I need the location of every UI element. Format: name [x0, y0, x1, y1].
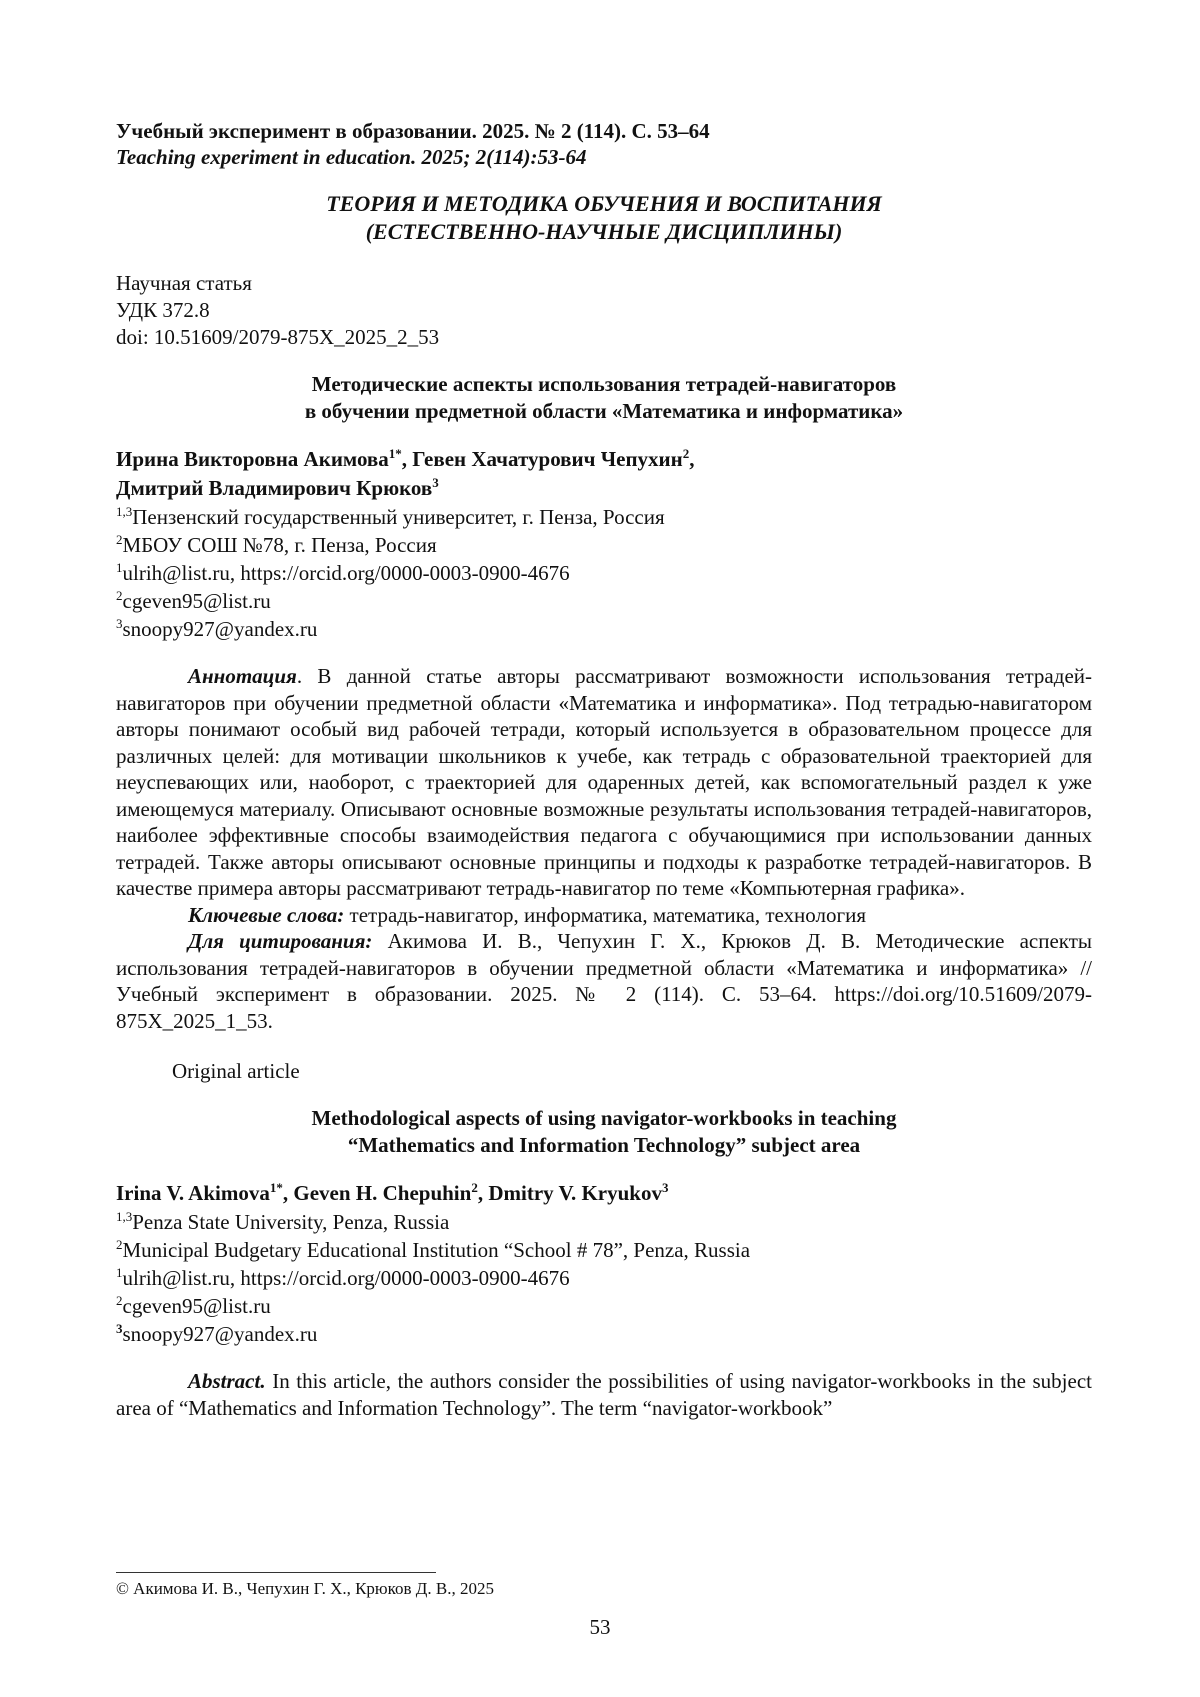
affiliations-ru	[116, 503, 1092, 643]
udk: УДК 372.8	[116, 298, 210, 322]
article-title-en	[116, 1105, 1092, 1159]
email-line: $^3$snoopy927@yandex.ru	[116, 1321, 318, 1346]
title-ru-line1: Методические аспекты использования тетрадей-навигаторов	[311, 372, 897, 396]
email-line: $^1$ulrih@list.ru, https://orcid.org/0000-0003-0900-4676	[116, 1265, 570, 1290]
authors-ru: Ирина Викторовна Акимова$^{1*}$, Гевен Хачатурович Чепухин$^2$, Дмитрий Владимирович Крюков$^3$	[116, 446, 695, 500]
abstract-ru	[116, 663, 1092, 902]
affiliations-en	[116, 1208, 1092, 1348]
author-name: Dmitry V. Kryukov	[488, 1181, 662, 1205]
title-en-line1: Methodological aspects of using navigator-workbooks in teaching	[311, 1106, 897, 1130]
abstract-label-ru: Аннотация	[188, 664, 297, 688]
article-page	[116, 118, 1092, 1421]
abstract-label-en: Abstract.	[188, 1369, 266, 1393]
title-ru-line2: в обучении предметной области «Математика и информатика»	[304, 399, 904, 423]
article-meta	[116, 270, 1092, 351]
page-number: 53	[589, 1615, 611, 1639]
original-article-label: Original article	[172, 1059, 300, 1083]
authors-en: Irina V. Akimova$^{1*}$, Geven H. Chepuhin$^2$, Dmitry V. Kryukov$^3$	[116, 1180, 669, 1205]
author-sup: 1*	[388, 446, 402, 461]
author-name: Ирина Викторовна Акимова	[116, 447, 389, 471]
article-type: Научная статья	[116, 271, 252, 295]
abstract-text-en: In this article, the authors consider the possibilities of using navigator-workbooks in the subject area of “Mathematics and Information Technology”. The term “navigator-workbook”	[116, 1369, 1092, 1420]
abstract-en	[116, 1368, 1092, 1421]
journal-header-ru: Учебный эксперимент в образовании. 2025. № 2 (114). С. 53–64	[116, 119, 710, 143]
author-name: Geven H. Chepuhin	[293, 1181, 472, 1205]
affiliation-line: $^{1,3}$Penza State University, Penza, Russia	[116, 1209, 450, 1234]
copyright-footnote: © Акимова И. В., Чепухин Г. Х., Крюков Д. В., 2025	[116, 1579, 494, 1598]
keywords-text: тетрадь-навигатор, информатика, математика, технология	[344, 902, 866, 927]
keywords-ru	[116, 902, 1092, 929]
affiliation-line: $^2$МБОУ СОШ №78, г. Пенза, Россия	[116, 532, 437, 557]
author-sup: 2	[471, 1180, 478, 1195]
email-line: $^2$cgeven95@list.ru	[116, 1293, 271, 1318]
section-heading	[116, 190, 1092, 246]
journal-header-en: Teaching experiment in education. 2025; 2(114):53-64	[116, 145, 587, 169]
affiliation-line: $^2$Municipal Budgetary Educational Institution “School # 78”, Penza, Russia	[116, 1237, 751, 1262]
email-line: $^2$cgeven95@list.ru	[116, 588, 271, 613]
author-sup: 3	[661, 1180, 669, 1195]
keywords-label: Ключевые слова:	[188, 902, 345, 927]
citation-ru	[116, 928, 1092, 1034]
footnote-divider	[116, 1572, 436, 1573]
abstract-text-ru: . В данной статье авторы рассматривают возможности использования тетрадей-навигаторов при обучении предметной области «Математика и информатика». Под тетрадью-навигатором авторы понимают особый вид рабочей тетради, который используется в образовательном процессе для различных целей: для мотивации школьников к учебе, как тетрадь с образовательной траекторией для неуспевающих или, наоборот, с траекторией для одаренных детей, как вспомогательный раздел к уже имеющемуся материалу. Описывают основные возможные результаты использования тетрадей-навигаторов, наиболее эффективные способы взаимодействия педагога с обучающимися при использовании данных тетрадей. Также авторы описывают основные принципы и подходы к разработке тетрадей-навигаторов. В качестве примера авторы рассматривают тетрадь-навигатор по теме «Компьютерная графика».	[116, 664, 1092, 900]
author-sup: 1*	[269, 1180, 283, 1195]
author-sup: 3	[432, 475, 439, 490]
article-title-ru	[116, 371, 1092, 425]
doi: doi: 10.51609/2079-875X_2025_2_53	[116, 325, 440, 349]
email-line: $^3$snoopy927@yandex.ru	[116, 616, 318, 641]
section-heading-line1: ТЕОРИЯ И МЕТОДИКА ОБУЧЕНИЯ И ВОСПИТАНИЯ	[326, 191, 882, 216]
citation-label: Для цитирования:	[188, 929, 373, 953]
email-line: $^1$ulrih@list.ru, https://orcid.org/0000-0003-0900-4676	[116, 560, 570, 585]
author-name: Irina V. Akimova	[116, 1181, 270, 1205]
title-en-line2: “Mathematics and Information Technology” subject area	[347, 1133, 861, 1157]
citation-text: Акимова И. В., Чепухин Г. Х., Крюков Д. В. Методические аспекты использования тетрадей-навигаторов в обучении предметной области «Математика и информатика» // Учебный эксперимент в образовании. 2025. № 2 (114). С. 53–64. https://doi.org/10.51609/2079-875X_2025_1_53.	[116, 929, 1093, 1033]
section-heading-line2: (ЕСТЕСТВЕННО-НАУЧНЫЕ ДИСЦИПЛИНЫ)	[365, 219, 843, 244]
author-name: Дмитрий Владимирович Крюков	[116, 476, 433, 500]
author-name: Гевен Хачатурович Чепухин	[412, 447, 683, 471]
affiliation-line: $^{1,3}$Пензенский государственный университет, г. Пенза, Россия	[116, 504, 665, 529]
author-sup: 2	[682, 446, 690, 461]
